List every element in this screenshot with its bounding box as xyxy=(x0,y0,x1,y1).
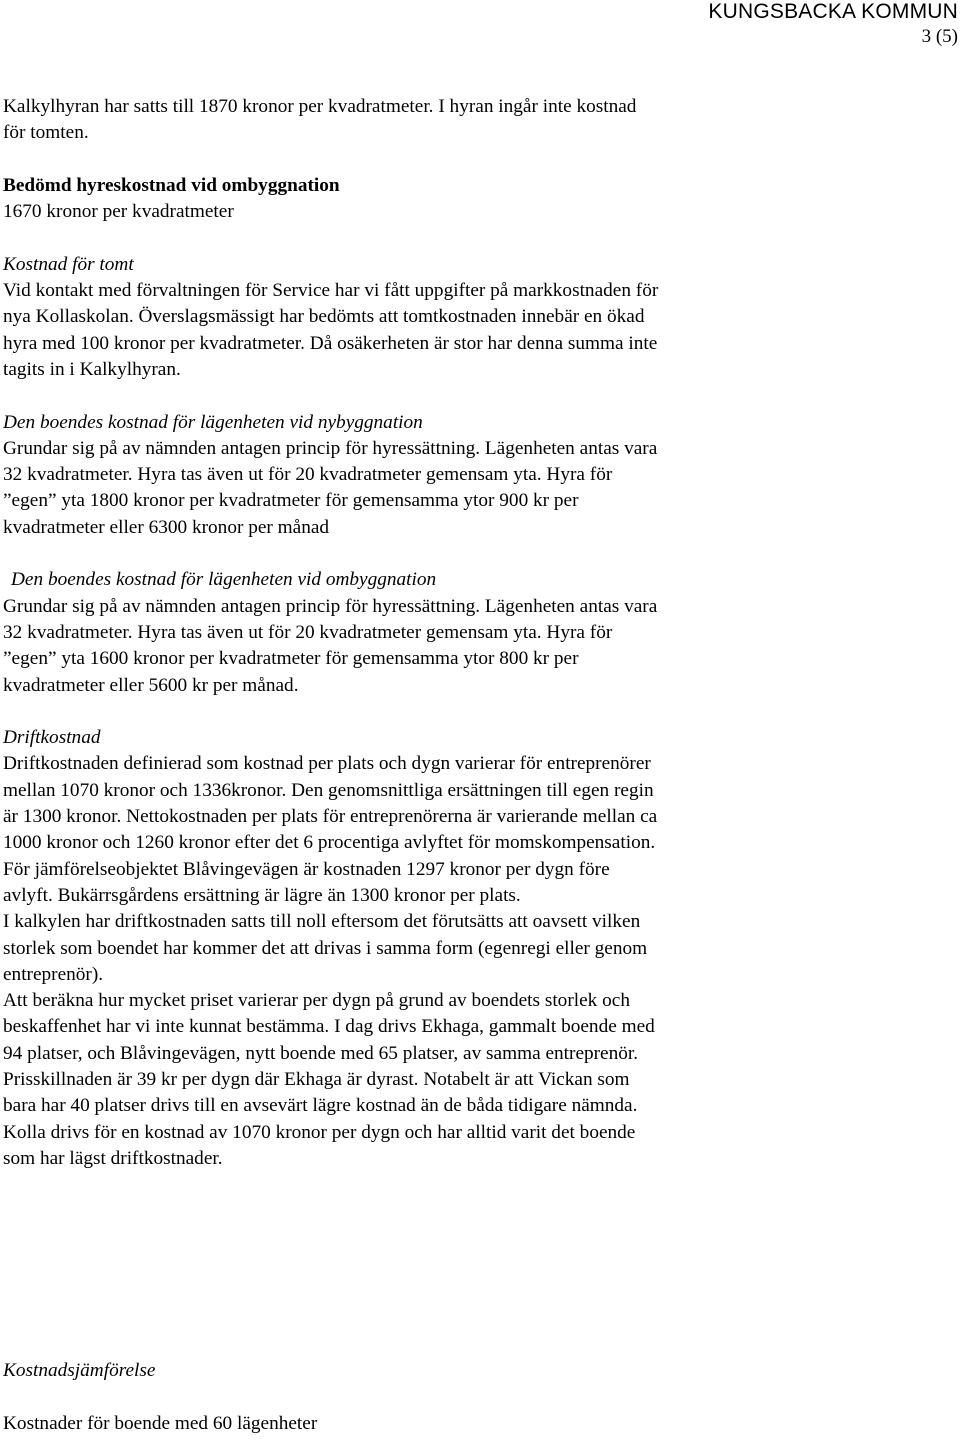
ombyggnation-line-4: kvadratmeter eller 5600 kr per månad. xyxy=(3,674,299,696)
drift-line-1: Driftkostnaden definierad som kostnad per plats och dygn varierar för entreprenörer xyxy=(3,753,651,775)
section-heading-bedomd: Bedömd hyreskostnad vid ombyggnation xyxy=(3,174,340,196)
ombyggnation-line-2: 32 kvadratmeter. Hyra tas även ut för 20 kvadratmeter gemensam yta. Hyra för xyxy=(3,621,613,643)
cost-comparison-section xyxy=(3,1358,953,1437)
tomt-line-1: Vid kontakt med förvaltningen för Service har vi fått uppgifter på markkostnaden för xyxy=(3,280,659,302)
nybyggnation-line-3: ”egen” yta 1800 kronor per kvadratmeter för gemensamma ytor 900 kr per xyxy=(3,490,579,512)
drift-line-5: För jämförelseobjektet Blåvingevägen är kostnaden 1297 kronor per dygn före xyxy=(3,858,610,880)
page-number: 3 (5) xyxy=(921,26,958,47)
drift-line-9: entreprenör). xyxy=(3,963,104,985)
drift-line-7: I kalkylen har driftkostnaden satts till noll eftersom det förutsätts att oavsett vilken xyxy=(3,911,641,933)
jamforelse-line-1: Kostnader för boende med 60 lägenheter xyxy=(3,1412,318,1434)
section-heading-tomt: Kostnad för tomt xyxy=(3,253,134,275)
tomt-line-4: tagits in i Kalkylhyran. xyxy=(3,358,181,380)
drift-line-8: storlek som boendet har kommer det att drivas i samma form (egenregi eller genom xyxy=(3,937,648,959)
intro-line-2: för tomten. xyxy=(3,122,89,144)
ombyggnation-line-1: Grundar sig på av nämnden antagen princip för hyressättning. Lägenheten antas vara xyxy=(3,595,658,617)
nybyggnation-line-4: kvadratmeter eller 6300 kronor per månad xyxy=(3,516,330,538)
document-body xyxy=(3,94,953,1172)
section-heading-nybyggnation: Den boendes kostnad för lägenheten vid nybyggnation xyxy=(3,411,423,433)
drift-line-13: Prisskillnaden är 39 kr per dygn där Ekhaga är dyrast. Notabelt är att Vickan som xyxy=(3,1068,630,1090)
nybyggnation-line-1: Grundar sig på av nämnden antagen princip för hyressättning. Lägenheten antas vara xyxy=(3,437,658,459)
intro-line-1: Kalkylhyran har satts till 1870 kronor per kvadratmeter. I hyran ingår inte kostnad xyxy=(3,96,637,117)
drift-line-3: är 1300 kronor. Nettokostnaden per plats för entreprenörerna är varierande mellan ca xyxy=(3,806,658,828)
drift-line-12: 94 platser, och Blåvingevägen, nytt boende med 65 platser, av samma entreprenör. xyxy=(3,1042,639,1064)
drift-line-15: Kolla drivs för en kostnad av 1070 kronor per dygn och har alltid varit det boende xyxy=(3,1121,636,1143)
drift-line-16: som har lägst driftkostnader. xyxy=(3,1147,223,1169)
section-heading-ombyggnation: Den boendes kostnad för lägenheten vid ombyggnation xyxy=(11,569,437,591)
tomt-line-2: nya Kollaskolan. Överslagsmässigt har bedömts att tomtkostnaden innebär en ökad xyxy=(3,306,645,328)
ombyggnation-line-3: ”egen” yta 1600 kronor per kvadratmeter för gemensamma ytor 800 kr per xyxy=(3,648,579,670)
drift-line-4: 1000 kronor och 1260 kronor efter det 6 procentiga avlyftet för momskompensation. xyxy=(3,832,656,854)
section-heading-jamforelse: Kostnadsjämförelse xyxy=(3,1360,156,1381)
bedomd-line-1: 1670 kronor per kvadratmeter xyxy=(3,201,234,223)
organization-name: KUNGSBACKA KOMMUN xyxy=(708,0,958,23)
drift-line-10: Att beräkna hur mycket priset varierar per dygn på grund av boendets storlek och xyxy=(3,990,630,1012)
drift-line-14: bara har 40 platser drivs till en avsevärt lägre kostnad än de båda tidigare nämnda. xyxy=(3,1095,638,1117)
drift-line-2: mellan 1070 kronor och 1336kronor. Den genomsnittliga ersättningen till egen regin xyxy=(3,779,654,801)
nybyggnation-line-2: 32 kvadratmeter. Hyra tas även ut för 20 kvadratmeter gemensam yta. Hyra för xyxy=(3,464,613,486)
drift-line-11: beskaffenhet har vi inte kunnat bestämma. I dag drivs Ekhaga, gammalt boende med xyxy=(3,1016,655,1038)
tomt-line-3: hyra med 100 kronor per kvadratmeter. Då osäkerheten är stor har denna summa inte xyxy=(3,332,658,354)
section-heading-drift: Driftkostnad xyxy=(3,727,101,749)
drift-line-6: avlyft. Bukärrsgårdens ersättning är lägre än 1300 kronor per plats. xyxy=(3,884,521,906)
